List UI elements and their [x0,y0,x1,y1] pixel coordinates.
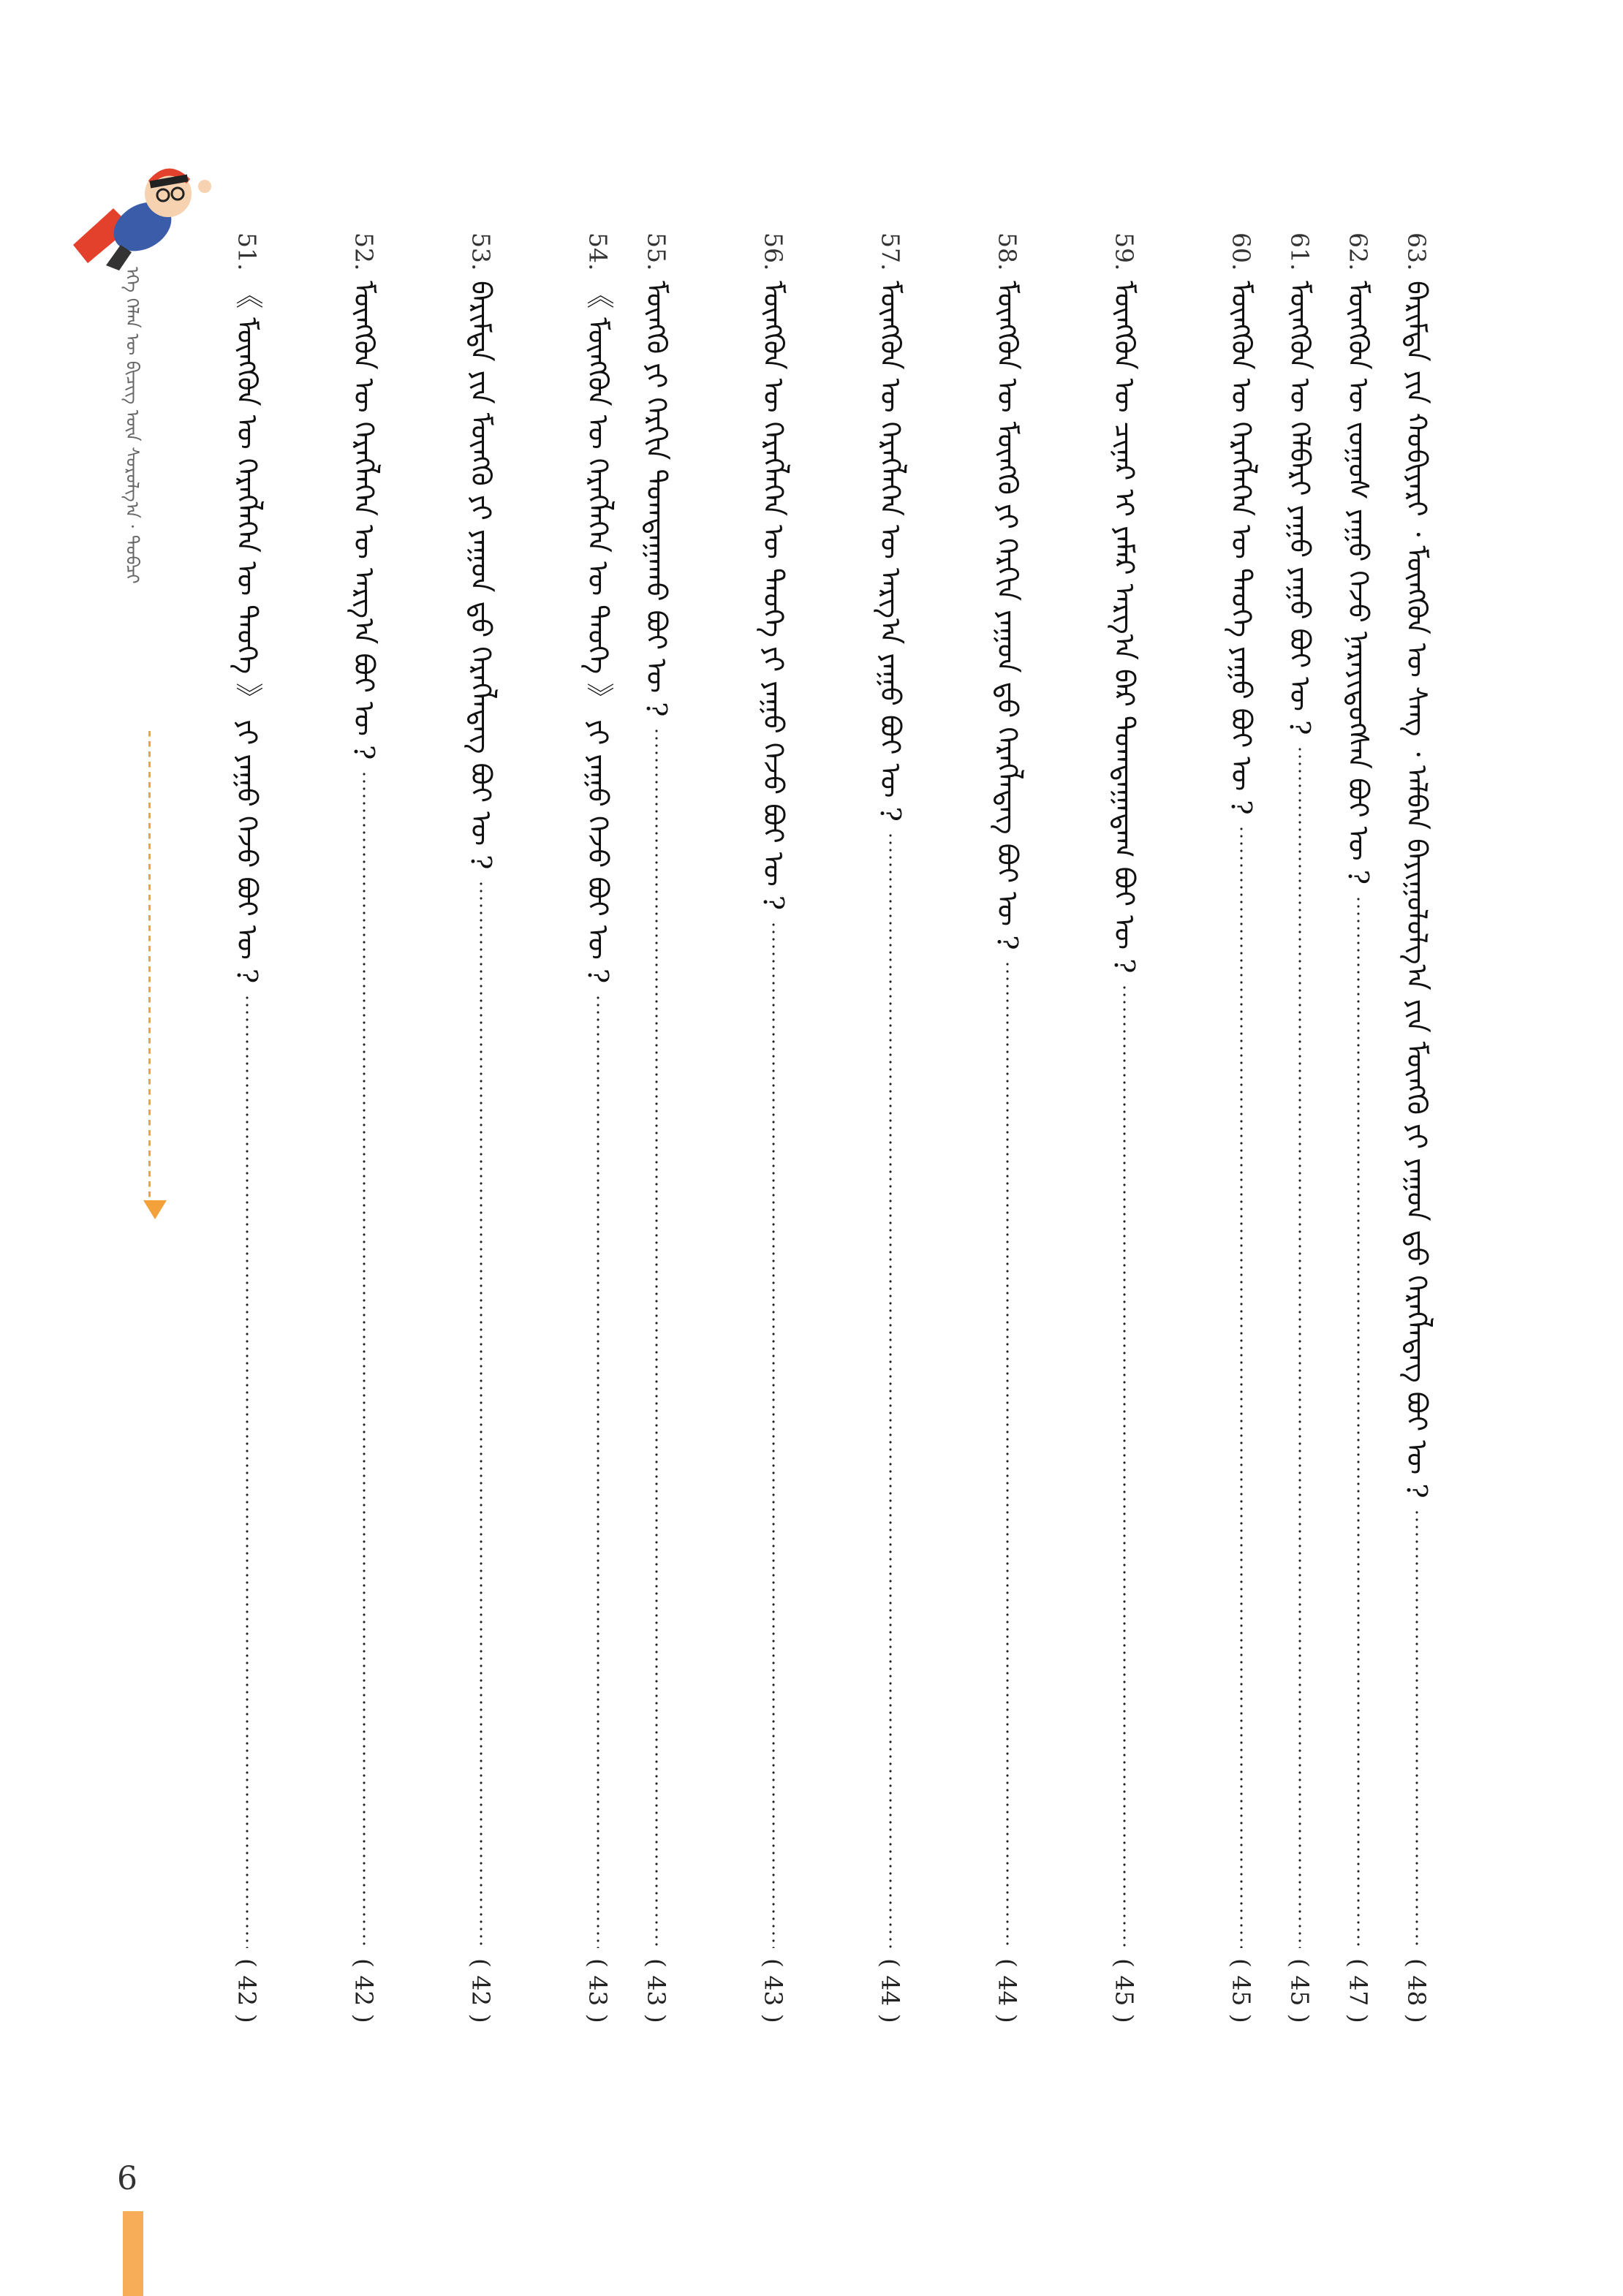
leader-dots [772,921,775,1949]
entry-number: 57. [876,232,905,271]
entry-number: 54. [583,232,613,271]
leader-dots [889,832,892,1948]
toc-entry-53[interactable] [461,232,502,2023]
entry-page: ( 47 ) [1344,1958,1373,2023]
toc-entry-57[interactable] [870,232,911,2023]
page-edge-tab [123,2211,143,2296]
entry-title: ᠮᠥᠩᠭᠦᠨ ᠦ ᠬᠡᠷᠡᠭᠯᠡᠭᠡᠨ ᠦ ᠠᠷᠭ᠎ᠠ ᠶᠠᠭᠤ ᠪᠤᠢ ᠦ ? [874,281,907,822]
toc-entry-58[interactable] [987,232,1028,2023]
toc-entry-60[interactable] [1221,232,1262,2023]
entry-title: ᠮᠥᠩᠭᠦᠨ ᠦ ᠴᠢᠨᠠᠷ ᠢ ᠶᠠᠮᠠᠷ ᠠᠷᠭ᠎ᠠ ᠪᠠᠷ ᠲᠣᠭᠲᠠᠭᠠᠳᠠᠭ ᠪᠤᠢ ᠦ ? [1108,281,1140,974]
entry-page: ( 44 ) [993,1958,1022,2023]
entry-page: ( 42 ) [349,1958,379,2023]
entry-number: 52. [349,232,379,271]
entry-title: 《 ᠮᠥᠩᠭᠦᠨ ᠦ ᠬᠡᠷᠡᠭᠯᠡᠭᠡᠨ ᠦ ᠲᠡᠦᠬᠡ 》 ᠶᠢ ᠶᠠᠭᠤ ᠭᠡᠵᠦ ᠪᠤᠢ ᠦ ? [231,281,263,984]
running-head: ᠡᠬᠡ ᠬᠡᠯᠡᠨ ᠦ ᠪᠢᠴᠢᠭ ᠦᠨ ᠰᠤᠷᠤᠯᠭ᠎ᠠ · ᠲᠣᠪᠴᠢ [122,267,143,584]
entry-page: ( 45 ) [1285,1958,1314,2023]
entry-page: ( 44 ) [876,1958,905,2023]
entry-number: 59. [1110,232,1139,271]
toc-entry-63[interactable] [1396,232,1437,2023]
leader-dots [1357,895,1360,1949]
entry-page: ( 42 ) [466,1958,496,2023]
entry-number: 53. [466,232,496,271]
entry-number: 62. [1344,232,1373,271]
leader-dots [597,994,599,1948]
entry-title: ᠮᠥᠩᠭᠦᠨ ᠦ ᠵᠣᠭᠣᠰ ᠶᠠᠭᠤ ᠭᠡᠵᠦ ᠨᠡᠷᠡᠶᠢᠳᠦᠭᠰᠡᠨ ᠪᠤᠢ ᠦ ? [1342,281,1374,885]
leader-dots [246,994,249,1948]
toc-entry-61[interactable] [1279,232,1320,2023]
entry-number: 58. [993,232,1022,271]
entry-title: ᠮᠥᠩᠭᠦᠨ ᠦ ᠮᠥᠩᠭᠦ ᠶᠢ ᠬᠡᠷᠬᠢᠨ ᠶᠠᠭᠤᠨ ᠳ᠋ᠤ ᠬᠡᠷᠡᠭᠯᠡᠳᠡᠭ ᠪᠤᠢ ᠦ ? [991,281,1024,951]
page-number: 6 [117,2160,137,2197]
toc-entry-59[interactable] [1104,232,1145,2023]
flying-boy-mascot-icon [62,135,223,281]
entry-page: ( 48 ) [1402,1958,1431,2023]
leader-dots [1006,961,1009,1948]
leader-dots [1415,1509,1418,1948]
entry-title: ᠮᠥᠩᠭᠦᠨ ᠦ ᠬᠡᠷᠡᠭᠯᠡᠭᠡᠨ ᠦ ᠲᠡᠦᠬᠡ ᠶᠢ ᠶᠠᠭᠤ ᠭᠡᠵᠦ ᠪᠤᠢ ᠦ ? [757,281,790,911]
entry-page: ( 45 ) [1227,1958,1256,2023]
entry-number: 60. [1227,232,1256,271]
entry-title: ᠮᠥᠩᠭᠦᠨ ᠦ ᠬᠡᠷᠡᠭᠯᠡᠭᠡᠨ ᠦ ᠲᠡᠦᠬᠡ ᠶᠠᠭᠤ ᠪᠤᠢ ᠦ ? [1225,281,1257,816]
entry-number: 63. [1402,232,1431,271]
toc-entry-54[interactable] [578,232,618,2023]
leader-dots [1240,825,1243,1948]
toc-entry-56[interactable] [753,232,794,2023]
entry-page: ( 43 ) [583,1958,613,2023]
entry-title: 《 ᠮᠥᠩᠭᠦᠨ ᠦ ᠬᠡᠷᠡᠭᠯᠡᠭᠡᠨ ᠦ ᠲᠡᠦᠬᠡ 》 ᠶᠢ ᠶᠠᠭᠤ ᠭᠡᠵᠦ ᠪᠤᠢ ᠦ ? [582,281,614,984]
entry-title: ᠮᠥᠩᠭᠦᠨ ᠦ ᠬᠡᠯᠪᠡᠷᠢ ᠶᠠᠭᠤ ᠶᠠᠭᠤ ᠪᠤᠢ ᠦ ? [1284,281,1316,735]
entry-page: ( 43 ) [759,1958,788,2023]
running-head-dash [148,731,151,1199]
entry-title: ᠪᠠᠷᠢᠮᠲᠠ ᠶᠢᠨ ᠮᠥᠩᠭᠦ ᠶᠢ ᠶᠠᠭᠤᠨ ᠳ᠋ᠤ ᠬᠡᠷᠡᠭᠯᠡᠳᠡᠭ ᠪᠤᠢ ᠦ ? [465,281,497,870]
entry-number: 56. [759,232,788,271]
entry-title: ᠮᠥᠩᠭᠦᠨ ᠦ ᠬᠡᠷᠡᠭᠯᠡᠭᠡᠨ ᠦ ᠠᠷᠭ᠎ᠠ ᠪᠤᠢ ᠦ ? [348,281,380,760]
entry-number: 55. [642,232,671,271]
entry-page: ( 43 ) [642,1958,671,2023]
leader-dots [655,727,658,1948]
leader-dots [1123,984,1126,1948]
leader-dots [1298,746,1301,1948]
entry-title: ᠮᠥᠩᠭᠦ ᠶᠢ ᠬᠡᠷᠬᠢᠨ ᠲᠣᠭᠲᠠᠭᠠᠬᠤ ᠪᠤᠢ ᠦ ? [640,281,673,717]
entry-page: ( 45 ) [1110,1958,1139,2023]
toc-entry-62[interactable] [1338,232,1379,2023]
entry-number: 61. [1285,232,1314,271]
toc-entry-55[interactable] [636,232,677,2023]
entry-number: 51. [232,232,262,271]
entry-title: ᠪᠠᠷᠢᠮᠲᠠ ᠶᠢᠨ ᠬᠤᠪᠢᠶᠠᠷᠢ ᠂ ᠮᠥᠩᠭᠦᠨ ᠦ ᠰᠠᠩ ᠂ ᠠᠯᠪᠠᠨ ᠪᠠᠶᠢᠭᠤᠯᠤᠯᠭ᠎ᠠ ᠶᠢᠨ ᠮᠥᠩᠭᠦ ᠶᠢ ᠶᠠᠭᠤᠨ ᠳ᠋ᠤ ᠬᠡᠷᠡᠭᠯᠡᠳᠡᠭ ᠪᠤᠢ ᠦ ? [1401,281,1433,1499]
triangle-marker-icon [143,1200,167,1219]
leader-dots [363,770,366,1948]
toc-entry-52[interactable] [344,232,385,2023]
toc-entry-51[interactable] [227,232,268,2023]
entry-page: ( 42 ) [232,1958,262,2023]
leader-dots [480,880,483,1948]
